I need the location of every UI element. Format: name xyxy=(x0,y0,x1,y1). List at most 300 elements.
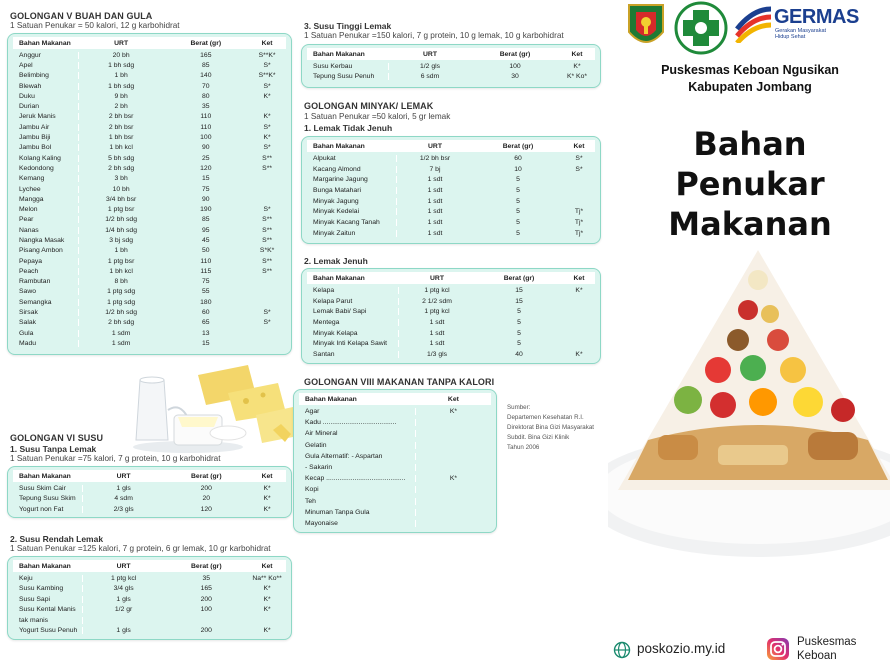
title-line2: Makanan xyxy=(668,205,832,243)
table-cell: Melon xyxy=(13,206,79,213)
susu-note2: 1 Satuan Penukar =125 kalori, 7 g protein, 6 gr lemak, 10 gr karbohidrat xyxy=(10,544,271,553)
table-cell: S* xyxy=(263,144,271,152)
table-cell: Susu Kambing xyxy=(13,585,83,592)
header-cell: Bahan Makanan xyxy=(13,563,83,570)
table-cell: 1 sdt xyxy=(427,208,443,216)
lemak-jenuh-table xyxy=(301,268,601,364)
header-cell: URT xyxy=(116,562,131,570)
table-cell: 40 xyxy=(515,350,523,358)
table-row xyxy=(13,204,286,214)
susu-tinggi-lemak-table xyxy=(301,44,601,88)
table-cell: 4 sdm xyxy=(114,495,133,503)
table-cell: 1/2 bh sdg xyxy=(105,309,137,317)
header-cell: Bahan Makanan xyxy=(13,40,79,47)
table-row xyxy=(307,164,595,175)
table-cell: Blewah xyxy=(13,83,79,90)
table-cell: 1 sdm xyxy=(111,339,131,347)
table-cell: S* xyxy=(263,61,271,69)
table-cell: S* xyxy=(575,165,583,173)
table-cell: 5 xyxy=(516,229,520,237)
food-pyramid-illustration xyxy=(608,240,890,570)
header-cell: Ket xyxy=(261,39,273,47)
table-row xyxy=(307,306,595,317)
table-cell: S* xyxy=(263,123,271,131)
table-cell: Duku xyxy=(13,93,79,100)
table-row xyxy=(13,297,286,307)
table-header xyxy=(299,393,491,405)
table-cell: 50 xyxy=(202,247,210,255)
table-cell: Tepung Susu Skim xyxy=(13,495,83,502)
table-row xyxy=(299,462,491,473)
table-cell: 110 xyxy=(200,123,212,131)
jombang-logo-icon xyxy=(626,2,666,52)
table-header xyxy=(307,48,595,60)
table-cell: 25 xyxy=(202,154,210,162)
germas-text: GERMAS xyxy=(774,6,859,28)
table-cell: Lemak Babi/ Sapi xyxy=(307,308,399,315)
table-row xyxy=(13,246,286,256)
table-cell: Pisang Ambon xyxy=(13,247,79,254)
header-cell: URT xyxy=(430,274,444,282)
header-cell: URT xyxy=(116,472,131,480)
table-row xyxy=(307,217,595,228)
table-cell: S** xyxy=(262,236,272,244)
table-cell: Minyak Inti Kelapa Sawit xyxy=(307,340,399,347)
table-cell: 7 bj xyxy=(429,165,441,173)
kalori-title: GOLONGAN VIII MAKANAN TANPA KALORI xyxy=(304,377,495,387)
buah-note: 1 Satuan Penukar = 50 kalori, 12 g karbohidrat xyxy=(10,21,180,30)
table-cell: 200 xyxy=(200,627,212,635)
instagram-line1: Puskesmas xyxy=(797,636,857,648)
table-cell: Mentega xyxy=(307,319,399,326)
table-cell: 1 bh sdg xyxy=(108,82,135,90)
table-row xyxy=(307,206,595,217)
table-cell: 75 xyxy=(202,185,210,193)
header-cell: Bahan Makanan xyxy=(13,473,83,480)
table-cell: 5 bh sdg xyxy=(108,154,135,162)
table-row xyxy=(13,225,286,235)
table-cell: 120 xyxy=(200,164,212,172)
table-row xyxy=(13,494,286,505)
table-cell: 1 ptg kcl xyxy=(424,286,450,294)
table-row xyxy=(13,91,286,101)
minyak-sub2: 2. Lemak Jenuh xyxy=(304,256,368,266)
table-cell: 3/4 bh bsr xyxy=(106,195,137,203)
table-cell: 200 xyxy=(200,595,212,603)
table-cell: K* Ko* xyxy=(566,73,588,81)
table-row xyxy=(299,428,491,439)
table-cell: 110 xyxy=(200,113,212,121)
table-cell: 2/3 gls xyxy=(113,505,134,513)
table-row xyxy=(13,328,286,338)
table-cell: Salak xyxy=(13,319,79,326)
header-cell: Bahan Makanan xyxy=(307,51,389,58)
table-cell: 1 sdt xyxy=(429,318,445,326)
header-cell: Ket xyxy=(447,395,459,403)
table-cell: 1/2 bh sdg xyxy=(105,216,137,224)
table-cell: Belimbing xyxy=(13,72,79,79)
susu-tanpa-lemak-table xyxy=(7,466,292,518)
table-cell: 1 bh kcl xyxy=(109,267,133,275)
table-cell: 15 xyxy=(202,175,210,183)
header-cell: Berat (gr) xyxy=(503,274,535,282)
table-cell: Peach xyxy=(13,268,79,275)
table-cell: 3 bj sdg xyxy=(109,236,134,244)
table-cell: 1 ptg sdg xyxy=(107,298,136,306)
table-cell: 8 bh xyxy=(114,278,128,286)
table-cell: 3/4 gls xyxy=(113,585,134,593)
table-row xyxy=(13,101,286,111)
table-cell: S* xyxy=(263,319,271,327)
table-row xyxy=(307,153,595,164)
table-cell: Jambu Biji xyxy=(13,134,79,141)
table-row xyxy=(299,417,491,428)
table-row xyxy=(13,50,286,60)
table-row xyxy=(13,594,286,605)
table-cell: Minyak Kacang Tanah xyxy=(307,219,397,226)
table-row xyxy=(13,584,286,595)
table-cell: S** xyxy=(262,164,272,172)
table-cell: Sirsak xyxy=(13,309,79,316)
table-cell: 115 xyxy=(200,267,212,275)
table-row xyxy=(307,285,595,296)
table-cell: 2 bh sdg xyxy=(108,319,135,327)
sumber-line: Direktorat Bina Gizi Masyarakat xyxy=(507,424,594,431)
table-cell: 5 xyxy=(516,218,520,226)
table-cell: 5 xyxy=(517,329,521,337)
table-cell: 1 sdt xyxy=(429,329,445,337)
table-row xyxy=(13,573,286,584)
table-cell: Kolang Kaling xyxy=(13,155,79,162)
table-cell: K* xyxy=(263,505,271,513)
table-cell: Nanas xyxy=(13,227,79,234)
table-cell: 120 xyxy=(200,505,212,513)
table-cell: 110 xyxy=(200,257,212,265)
table-row xyxy=(13,143,286,153)
table-cell: Tj* xyxy=(574,229,584,237)
table-cell: 190 xyxy=(200,206,212,214)
table-cell: Yogurt non Fat xyxy=(13,506,83,513)
table-cell: Kelapa Parut xyxy=(307,298,399,305)
table-row xyxy=(307,328,595,339)
puskesmas-line1: Puskesmas Keboan Ngusikan xyxy=(661,63,839,77)
germas-tagline xyxy=(775,28,826,40)
table-cell: K* xyxy=(263,484,271,492)
table-cell: K* xyxy=(449,475,457,483)
table-cell: 1 ptg kcl xyxy=(424,308,450,316)
buah-table xyxy=(7,33,292,355)
table-cell: Minyak Zaitun xyxy=(307,230,397,237)
table-cell: 1 bh xyxy=(114,72,128,80)
puskesmas-name xyxy=(620,62,880,96)
table-cell: K* xyxy=(263,595,271,603)
table-cell: 100 xyxy=(509,62,521,70)
table-cell: 5 xyxy=(516,176,520,184)
table-row xyxy=(13,215,286,225)
table-row xyxy=(307,61,595,72)
table-row xyxy=(13,256,286,266)
header-cell: Berat (gr) xyxy=(191,472,222,480)
table-cell: Jambu Bol xyxy=(13,144,79,151)
table-cell: Durian xyxy=(13,103,79,110)
table-row xyxy=(13,605,286,616)
header-cell: Bahan Makanan xyxy=(307,275,399,282)
header-cell: Ket xyxy=(573,142,585,150)
table-row xyxy=(13,307,286,317)
table-row xyxy=(307,196,595,207)
table-cell: 1 sdm xyxy=(111,329,131,337)
table-cell: S** xyxy=(262,226,272,234)
header-cell: Berat (gr) xyxy=(191,562,222,570)
table-cell: K* xyxy=(575,286,583,294)
puskesmas-logo-icon xyxy=(673,0,729,56)
table-cell: 1 bh kcl xyxy=(109,144,133,152)
table-cell: Tj* xyxy=(574,218,584,226)
table-row xyxy=(13,626,286,637)
sumber-line: Departemen Kesehatan R.I. xyxy=(507,414,584,421)
instagram-line2: Keboan xyxy=(797,650,837,662)
table-row xyxy=(13,318,286,328)
table-cell: S** xyxy=(262,257,272,265)
table-row xyxy=(13,483,286,494)
table-cell: 1 ptg sdg xyxy=(107,288,136,296)
table-cell: Jambu Air xyxy=(13,124,79,131)
table-cell: 70 xyxy=(202,82,210,90)
table-cell: S*K* xyxy=(259,247,275,255)
header-cell: Ket xyxy=(573,274,585,282)
table-cell: S* xyxy=(263,206,271,214)
table-cell: K* xyxy=(263,113,271,121)
table-cell: Tj* xyxy=(574,208,584,216)
table-cell: 5 xyxy=(517,308,521,316)
table-cell: K* xyxy=(449,408,457,416)
table-row xyxy=(299,484,491,495)
table-cell: Pepaya xyxy=(13,258,79,265)
table-row xyxy=(307,338,595,349)
lemak-tidak-jenuh-table xyxy=(301,136,601,244)
table-row xyxy=(13,287,286,297)
table-cell: Agar xyxy=(299,408,416,415)
website-link[interactable]: poskozio.my.id xyxy=(637,641,726,656)
table-row xyxy=(13,112,286,122)
table-cell: Susu Skim Cair xyxy=(13,485,83,492)
table-cell: 60 xyxy=(202,309,210,317)
table-row xyxy=(299,518,491,529)
germas-tagline-1: Gerakan Masyarakat xyxy=(775,28,827,34)
table-cell: Santan xyxy=(307,351,399,358)
table-cell: 10 bh xyxy=(112,185,130,193)
table-cell: Semangka xyxy=(13,299,79,306)
table-cell: 100 xyxy=(200,134,212,142)
table-cell: 3 bh xyxy=(114,175,128,183)
table-row xyxy=(299,440,491,451)
table-cell: Minyak Kelapa xyxy=(307,330,399,337)
table-row xyxy=(299,496,491,507)
germas-tagline-2: Hidup Sehat xyxy=(775,34,806,40)
sumber-line: Sumber: xyxy=(507,404,531,411)
susu-rendah-lemak-table xyxy=(7,556,292,640)
table-row xyxy=(13,277,286,287)
table-cell: 15 xyxy=(202,339,210,347)
table-cell: Anggur xyxy=(13,52,79,59)
table-cell: 1/2 gls xyxy=(419,62,441,70)
table-cell: S* xyxy=(263,309,271,317)
table-cell: Mangga xyxy=(13,196,79,203)
table-cell: Kecap .......................................... xyxy=(299,475,416,482)
tinggi-title: 3. Susu Tinggi Lemak xyxy=(304,21,392,31)
table-cell: 95 xyxy=(202,226,210,234)
table-cell: 10 xyxy=(514,165,522,173)
header-cell: Ket xyxy=(571,50,583,58)
table-cell: 30 xyxy=(511,73,519,81)
susu-sub1: 1. Susu Tanpa Lemak xyxy=(10,444,97,454)
table-row xyxy=(307,317,595,328)
table-cell: 1 bh bsr xyxy=(108,134,134,142)
table-cell: Kemang xyxy=(13,175,79,182)
table-cell: 75 xyxy=(202,278,210,286)
table-row xyxy=(299,473,491,484)
globe-icon xyxy=(613,641,631,659)
table-cell: Minyak Kedelai xyxy=(307,208,397,215)
table-row xyxy=(307,72,595,83)
table-cell: 1 bh xyxy=(114,247,128,255)
table-cell: Susu Kental Manis xyxy=(13,606,83,613)
table-cell: 1 sdt xyxy=(427,176,443,184)
table-cell: 2 bh bsr xyxy=(108,113,134,121)
table-cell: 1 sdt xyxy=(429,340,445,348)
table-cell: S* xyxy=(575,154,583,162)
table-cell: Minyak Jagung xyxy=(307,198,397,205)
header-cell: URT xyxy=(428,142,442,150)
minyak-sub1: 1. Lemak Tidak Jenuh xyxy=(304,123,393,133)
table-cell: Yogurt Susu Penuh xyxy=(13,627,83,634)
sumber-line: Subdit. Bina Gizi Klinik xyxy=(507,434,570,441)
table-cell: Tepung Susu Penuh xyxy=(307,73,389,80)
table-row xyxy=(307,174,595,185)
table-row xyxy=(307,349,595,360)
table-cell: 1 gls xyxy=(116,595,131,603)
table-cell: 100 xyxy=(200,606,212,614)
table-cell: Susu Sapi xyxy=(13,596,83,603)
instagram-account[interactable] xyxy=(797,635,856,663)
table-cell: K* xyxy=(263,606,271,614)
table-header xyxy=(307,140,595,152)
instagram-icon[interactable] xyxy=(766,637,790,661)
table-cell: 2 bh bsr xyxy=(108,123,134,131)
table-row xyxy=(299,406,491,417)
susu-note1: 1 Satuan Penukar =75 kalori, 7 g protein, 10 g karbohidrat xyxy=(10,454,221,463)
table-cell: 1 sdt xyxy=(427,197,443,205)
table-cell: 9 bh xyxy=(114,92,128,100)
table-cell: K* xyxy=(263,495,271,503)
susu-sub2: 2. Susu Rendah Lemak xyxy=(10,534,104,544)
table-cell: 45 xyxy=(202,236,210,244)
table-cell: 200 xyxy=(200,484,212,492)
table-cell: S** xyxy=(262,154,272,162)
table-cell: 35 xyxy=(202,103,210,111)
table-row xyxy=(13,184,286,194)
table-cell: Apel xyxy=(13,62,79,69)
table-cell: S**K* xyxy=(258,72,276,80)
table-cell: 55 xyxy=(202,288,210,296)
table-cell: 90 xyxy=(202,195,210,203)
table-cell: 180 xyxy=(200,298,212,306)
table-cell: Kedondong xyxy=(13,165,79,172)
table-cell: Margarine Jagung xyxy=(307,176,397,183)
table-cell: K* xyxy=(573,62,581,70)
header-cell: Berat (gr) xyxy=(499,50,531,58)
header-cell: URT xyxy=(114,39,129,47)
table-row xyxy=(13,71,286,81)
header-cell: Bahan Makanan xyxy=(307,143,397,150)
table-cell: Nangka Masak xyxy=(13,237,79,244)
table-cell: Keju xyxy=(13,575,83,582)
table-cell: 6 sdm xyxy=(420,73,440,81)
table-cell: 85 xyxy=(202,61,210,69)
buah-title: GOLONGAN V BUAH DAN GULA xyxy=(10,11,153,21)
table-cell: 35 xyxy=(202,574,211,582)
table-cell: Bunga Matahari xyxy=(307,187,397,194)
table-header xyxy=(13,37,286,49)
header-cell: Ket xyxy=(261,562,273,570)
table-cell: 13 xyxy=(202,329,210,337)
table-cell: 2 bh xyxy=(114,103,128,111)
table-cell: 1 gls xyxy=(116,484,131,492)
table-cell: S**K* xyxy=(258,51,276,59)
susu-title: GOLONGAN VI SUSU xyxy=(10,433,104,443)
table-cell: 80 xyxy=(202,92,210,100)
table-cell: K* xyxy=(263,92,271,100)
table-row xyxy=(13,504,286,515)
table-cell: 1 bh sdg xyxy=(108,61,135,69)
table-cell: Air Mineral xyxy=(299,430,416,437)
table-row xyxy=(13,338,286,348)
table-cell: 90 xyxy=(202,144,210,152)
table-header xyxy=(307,272,595,284)
table-cell: Sawo xyxy=(13,288,79,295)
page-title xyxy=(615,124,885,244)
table-cell: Jeruk Manis xyxy=(13,113,79,120)
table-row xyxy=(299,507,491,518)
table-cell: 1 ptg kcl xyxy=(110,574,137,582)
table-cell: tak manis xyxy=(13,617,83,624)
table-cell: 5 xyxy=(516,208,520,216)
table-cell: 20 xyxy=(202,495,211,503)
table-cell: Madu xyxy=(13,340,79,347)
table-row xyxy=(307,296,595,307)
dairy-illustration xyxy=(128,355,294,455)
table-row xyxy=(13,122,286,132)
table-cell: 1 gls xyxy=(116,627,131,635)
table-cell: 140 xyxy=(200,72,212,80)
table-cell: Gula Alternatif: - Aspartan xyxy=(299,453,416,460)
table-cell: 15 xyxy=(515,297,523,305)
header-cell: Ket xyxy=(261,472,273,480)
tanpa-kalori-table xyxy=(293,389,497,533)
table-cell: 1 sdt xyxy=(427,229,443,237)
table-cell: 2 bh sdg xyxy=(108,164,135,172)
table-row xyxy=(13,235,286,245)
table-cell: 1/2 gr xyxy=(114,606,133,614)
table-cell: Minuman Tanpa Gula xyxy=(299,509,416,516)
table-cell: 5 xyxy=(517,318,521,326)
header-cell: Berat (gr) xyxy=(190,39,222,47)
table-header xyxy=(13,560,286,572)
table-cell: Rambutan xyxy=(13,278,79,285)
table-row xyxy=(13,266,286,276)
table-cell: 15 xyxy=(515,286,523,294)
table-cell: 1 sdt xyxy=(427,186,443,194)
